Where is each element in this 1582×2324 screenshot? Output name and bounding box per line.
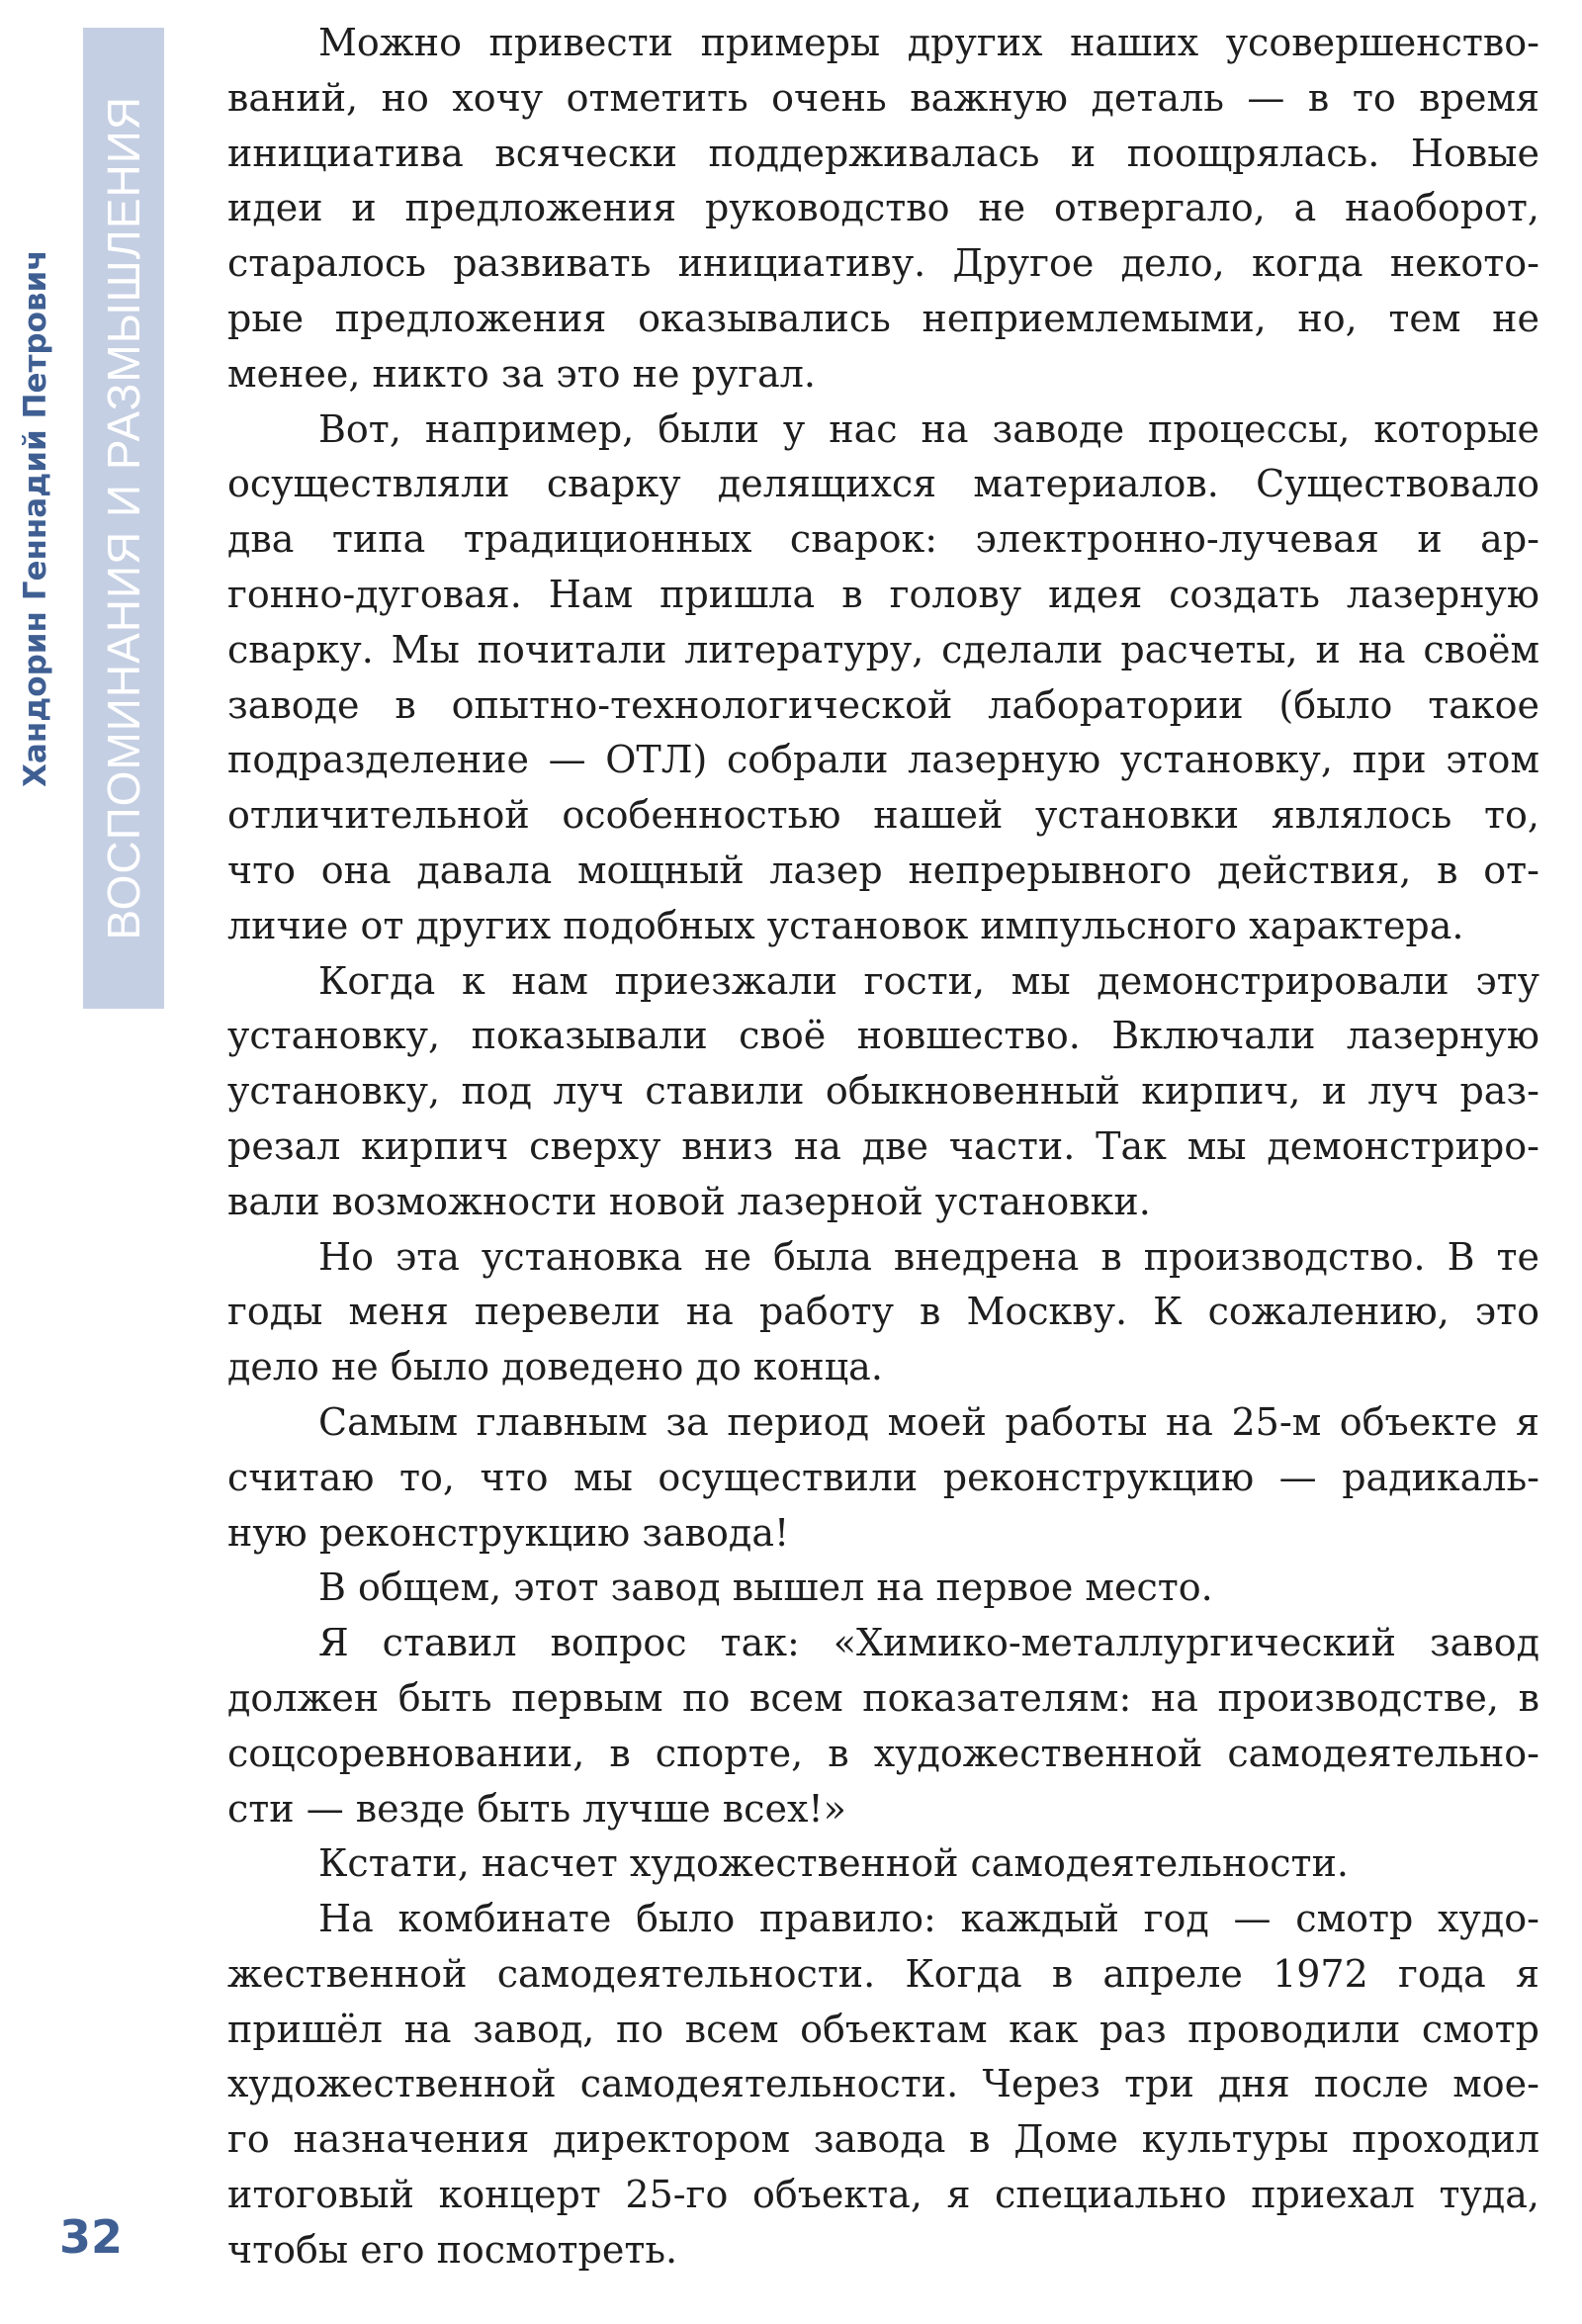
text-line: художественной самодеятельности. Через три дня после мое- <box>227 2062 1539 2106</box>
page-number: 32 <box>59 2210 124 2264</box>
text-line: отличительной особенностью нашей установки являлось то, <box>227 793 1539 838</box>
text-line: инициатива всячески поддерживалась и поощрялась. Новые <box>227 131 1539 175</box>
paragraph <box>227 1892 1539 2279</box>
text-line: гонно-дуговая. Нам пришла в голову идея создать лазерную <box>227 572 1539 616</box>
paragraph <box>227 16 1539 402</box>
text-line: сварку. Мы почитали литературу, сделали расчеты, и на своём <box>227 627 1539 671</box>
paragraph <box>227 954 1539 1230</box>
text-line: заводе в опытно-технологической лаборатории (было такое <box>227 682 1539 727</box>
text-line: сти — везде быть лучше всех!» <box>227 1786 846 1831</box>
text-line: подразделение — ОТЛ) собрали лазерную установку, при этом <box>227 738 1539 782</box>
running-head-author: Хандорин Геннадий Петрович <box>18 249 53 787</box>
text-line: резал кирпич сверху вниз на две части. Так мы демонстриро- <box>227 1123 1539 1168</box>
text-line: должен быть первым по всем показателям: на производстве, в <box>227 1675 1539 1720</box>
text-line: считаю то, что мы осуществили реконструкцию — радикаль- <box>227 1455 1539 1499</box>
paragraph <box>227 1230 1539 1395</box>
running-head-book-title: ВОСПОМИНАНИЯ И РАЗМЫШЛЕНИЯ <box>98 96 149 940</box>
text-line: пришёл на завод, по всем объектам как раз проводили смотр <box>227 2007 1539 2051</box>
text-line: старалось развивать инициативу. Другое дело, когда некото- <box>227 241 1539 286</box>
text-line: установку, показывали своё новшество. Включали лазерную <box>227 1014 1539 1058</box>
text-line: годы меня перевели на работу в Москву. К сожалению, это <box>227 1290 1539 1334</box>
text-line: итоговый концерт 25-го объекта, я специально приехал туда, <box>227 2173 1539 2217</box>
text-line: дело не было доведено до конца. <box>227 1345 883 1389</box>
text-line: рые предложения оказывались неприемлемыми, но, тем не <box>227 296 1539 340</box>
text-line: ваний, но хочу отметить очень важную деталь — в то время <box>227 75 1539 120</box>
text-line: соцсоревновании, в спорте, в художественной самодеятельно- <box>227 1731 1539 1775</box>
running-head-band <box>83 28 164 1009</box>
paragraph <box>227 1561 1539 1616</box>
text-line: В общем, этот завод вышел на первое место. <box>318 1565 1213 1610</box>
text-line: Но эта установка не была внедрена в производство. В те <box>318 1234 1539 1279</box>
text-line: чтобы его посмотреть. <box>227 2227 678 2272</box>
text-line: жественной самодеятельности. Когда в апреле 1972 года я <box>227 1951 1539 1996</box>
text-line: го назначения директором завода в Доме культуры проходил <box>227 2117 1539 2162</box>
text-line: менее, никто за это не ругал. <box>227 351 816 396</box>
text-line: Когда к нам приезжали гости, мы демонстрировали эту <box>318 958 1539 1003</box>
text-line: осуществляли сварку делящихся материалов. Существовало <box>227 462 1539 506</box>
text-line: Я ставил вопрос так: «Химико-металлургический завод <box>318 1621 1539 1665</box>
text-line: Самым главным за период моей работы на 25-м объекте я <box>318 1399 1539 1444</box>
paragraph <box>227 1836 1539 1892</box>
paragraph <box>227 1616 1539 1836</box>
text-line: На комбинате было правило: каждый год — смотр худо- <box>318 1897 1539 1941</box>
text-line: что она давала мощный лазер непрерывного действия, в от- <box>227 848 1539 892</box>
text-line: установку, под луч ставили обыкновенный кирпич, и луч раз- <box>227 1069 1539 1114</box>
text-line: Можно привести примеры других наших усовершенство- <box>318 21 1539 64</box>
text-line: ную реконструкцию завода! <box>227 1510 790 1555</box>
paragraph <box>227 402 1539 954</box>
paragraph <box>227 1395 1539 1561</box>
text-line: два типа традиционных сварок: электронно-лучевая и ар- <box>227 517 1539 562</box>
text-line: личие от других подобных установок импульсного характера. <box>227 903 1464 947</box>
text-line: Вот, например, были у нас на заводе процессы, которые <box>318 406 1539 451</box>
text-line: идеи и предложения руководство не отвергало, а наоборот, <box>227 186 1539 230</box>
body-text <box>227 16 1539 2279</box>
text-line: вали возможности новой лазерной установки. <box>227 1179 1151 1223</box>
text-line: Кстати, насчет художественной самодеятельности. <box>318 1841 1349 1886</box>
